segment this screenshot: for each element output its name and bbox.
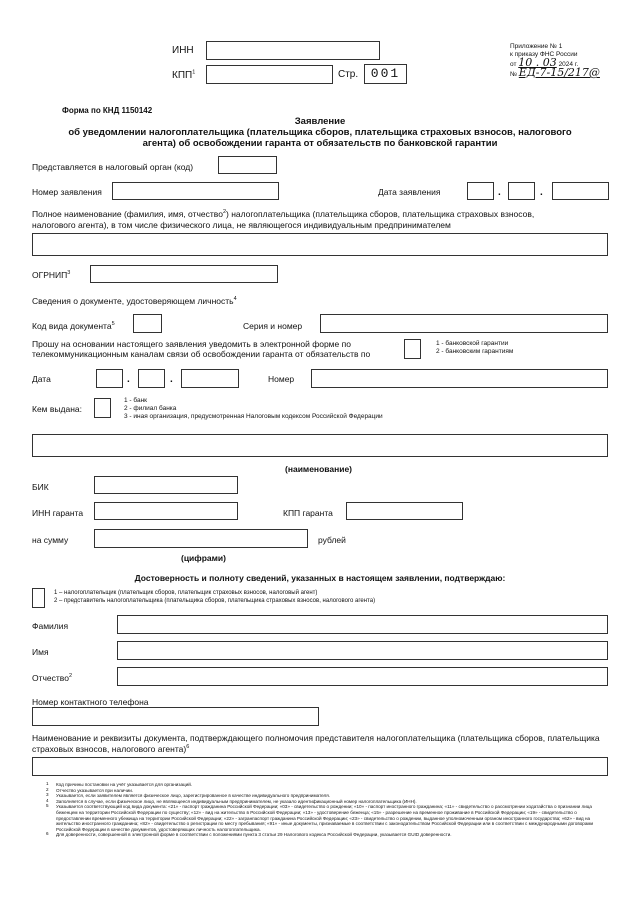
kpp-guarantor-label: КПП гаранта xyxy=(283,508,333,518)
phone-field[interactable] xyxy=(32,707,319,726)
bik-label: БИК xyxy=(32,482,49,492)
signer-option: 1 – налогоплательщик (плательщик сборов, плательщик страховых взносов, налоговый агент) xyxy=(54,590,318,596)
footnotes xyxy=(46,782,612,838)
rep-doc-label: Наименование и реквизиты документа, подтверждающего полномочия представителя налогоплательщика (плательщика сборов, плательщика страховых взносов, налогового агента)$^6$ xyxy=(32,733,600,754)
issuer-option: 1 - банк xyxy=(124,397,148,404)
inn-guarantor-label: ИНН гаранта xyxy=(32,508,84,518)
appendix-no-label: № xyxy=(510,71,517,78)
knd-code: Форма по КНД 1150142 xyxy=(62,106,153,115)
patronymic-field[interactable] xyxy=(117,667,608,686)
date-month-field[interactable] xyxy=(138,369,165,388)
signer-options xyxy=(54,589,375,605)
kpp-field[interactable] xyxy=(206,65,333,84)
phone-label: Номер контактного телефона xyxy=(32,697,149,707)
app-number-label: Номер заявления xyxy=(32,187,102,197)
footnote-ref: 1 xyxy=(192,69,196,76)
page-number-field: 001 xyxy=(364,64,407,84)
footnote-number: 5 xyxy=(46,803,49,809)
issuer-option: 2 - филиал банка xyxy=(124,405,177,412)
ogrnip-label: ОГРНИП$^3$ xyxy=(32,270,71,280)
date-separator: . xyxy=(540,187,543,198)
name-field[interactable] xyxy=(117,641,608,660)
patronymic-label: Отчество$^2$ xyxy=(32,673,73,683)
date-separator: . xyxy=(127,374,130,385)
issued-by-label: Кем выдана: xyxy=(32,404,82,414)
doc-code-label: Код вида документа$^5$ xyxy=(32,321,115,331)
request-label: Прошу на основании настоящего заявления уведомить в электронной форме по телекоммуникационным каналам связи об освобождении гаранта от обязательств по xyxy=(32,339,371,359)
footnote-number: 4 xyxy=(46,797,49,803)
issuer-option: 3 - иная организация, предусмотренная Налоговым кодексом Российской Федерации xyxy=(124,413,383,420)
form-title-block xyxy=(20,116,620,149)
series-number-field[interactable] xyxy=(320,314,608,333)
footnote-number: 6 xyxy=(46,831,49,837)
issuer-type-field[interactable] xyxy=(94,398,111,418)
form-subtitle: агента) об освобождении гаранта от обязательств по банковской гарантии xyxy=(142,138,498,149)
footnote-number: 1 xyxy=(46,781,49,786)
bik-field[interactable] xyxy=(94,476,238,494)
sum-field[interactable] xyxy=(94,529,308,548)
sum-caption: (цифрами) xyxy=(181,553,226,563)
footnote-text: Указывается соответствующий код вида документа: «21» - паспорт гражданина Российской Федерации; «03» - свидетельство о рождении; «10» - паспорт иностранного гражданина; «11» - свидетельство о рассмотрении ходатайства о признании лица беженцем на территории Российской Федерации по существу; «12» - вид на жительство в Российской Федерации; «13» - удостоверение беженца; «15» - разрешение на временное проживание в Российской Федерации; «19» - свидетельство о предоставлении временного убежища на территории Российской Федерации; «22» - загранпаспорт гражданина Российской Федерации; «23» - свидетельство о рождении, выданное уполномоченным органом иностранного государства; «62» - вид на жительство иностранного гражданина; «82» - свидетельство о регистрации по месту пребывания; «91» - иные документы, признаваемые в соответствии с законодательством Российской Федерации или в соответствии с международными договорами Российской Федерации в качестве документов, удостоверяющих личность налогоплательщика. xyxy=(56,804,594,832)
rubles-label: рублей xyxy=(318,535,346,545)
kpp-label: КПП$^1$ xyxy=(172,69,196,81)
date-label: Дата xyxy=(32,374,51,384)
appendix-line: к приказу ФНС России xyxy=(510,51,578,58)
issuer-name-field[interactable] xyxy=(32,434,608,457)
appendix-number-line xyxy=(510,66,630,79)
footnote-text: Для доверенности, совершенной в электронной форме в соответствии с положениями пункта 3 статьи 29 Налогового кодекса Российской Федерации, указывается GUID доверенности. xyxy=(56,832,452,838)
appendix-handwritten-number: ЕД-7-15/217@ xyxy=(518,66,600,79)
guarantee-options xyxy=(436,340,513,356)
name-label: Имя xyxy=(32,647,49,657)
date-separator: . xyxy=(170,374,173,385)
issuer-name-caption: (наименование) xyxy=(285,464,353,474)
inn-label: ИНН xyxy=(172,45,194,56)
date-day-field[interactable] xyxy=(96,369,123,388)
series-number-label: Серия и номер xyxy=(243,321,303,331)
footnote-text: Заполняется в случае, если физическое лицо, не являющееся индивидуальным предпринимателем, не указало идентификационный номер налогоплательщика (ИНН). xyxy=(56,798,417,804)
guarantee-type-field[interactable] xyxy=(404,339,421,359)
footnote-text: Указывается, если заявителем является физическое лицо, зарегистрированное в качестве индивидуального предпринимателя. xyxy=(56,793,330,799)
inn-guarantor-field[interactable] xyxy=(94,502,238,520)
surname-field[interactable] xyxy=(117,615,608,634)
guarantee-option: 1 - банковской гарантии xyxy=(436,340,509,347)
app-date-day-field[interactable] xyxy=(467,182,494,200)
number-label: Номер xyxy=(268,374,295,384)
app-number-field[interactable] xyxy=(112,182,279,200)
rep-doc-field[interactable] xyxy=(32,757,608,776)
surname-label: Фамилия xyxy=(32,621,69,631)
tax-authority-code-field[interactable] xyxy=(218,156,277,174)
form-subtitle: об уведомлении налогоплательщика (плательщика сборов, плательщика страховых взносов, налогового xyxy=(68,127,572,138)
app-date-year-field[interactable] xyxy=(552,182,609,200)
app-date-label: Дата заявления xyxy=(378,187,441,197)
footnote-item xyxy=(46,804,612,832)
issuer-options xyxy=(124,397,383,421)
doc-info-label: Сведения о документе, удостоверяющем личность$^4$ xyxy=(32,296,237,306)
footnote-text: Отчество указывается при наличии. xyxy=(56,787,134,793)
full-name-label: Полное наименование (фамилия, имя, отчество$^2$) налогоплательщика (плательщика сборов, плательщика страховых взносов, налогового агента), в том числе физического лица, не являющегося индивидуальным предпринимателем xyxy=(32,209,535,230)
appendix-line: Приложение № 1 xyxy=(510,43,563,50)
footnote-text: Код причины постановки на учёт указывается для организаций. xyxy=(56,782,193,787)
inn-field[interactable] xyxy=(206,41,380,60)
appendix-handwritten-date: 10 . 03 xyxy=(518,56,557,69)
doc-code-field[interactable] xyxy=(133,314,162,333)
full-name-field[interactable] xyxy=(32,233,608,256)
appendix-block xyxy=(510,43,630,79)
page-label: Стр. xyxy=(338,69,359,80)
footnote-number: 3 xyxy=(46,792,49,798)
date-separator: . xyxy=(498,187,501,198)
confirm-heading: Достоверность и полноту сведений, указанных в настоящем заявлении, подтверждаю: xyxy=(134,573,506,583)
footnote-item xyxy=(46,832,612,838)
ogrnip-field[interactable] xyxy=(90,265,278,283)
sum-label: на сумму xyxy=(32,535,69,545)
appendix-from: от xyxy=(510,61,517,68)
app-date-month-field[interactable] xyxy=(508,182,535,200)
guarantee-option: 2 - банковским гарантиям xyxy=(436,348,514,355)
footnote-number: 2 xyxy=(46,786,49,792)
number-field[interactable] xyxy=(311,369,608,388)
form-title: Заявление xyxy=(294,116,346,127)
kpp-guarantor-field[interactable] xyxy=(346,502,463,520)
signer-option: 2 – представитель налогоплательщика (плательщика сборов, плательщика страховых взносов, налогового агента) xyxy=(54,598,376,604)
date-year-field[interactable] xyxy=(181,369,239,388)
appendix-year: 2024 г. xyxy=(558,61,579,68)
tax-authority-label: Представляется в налоговый орган (код) xyxy=(32,162,194,172)
signer-type-field[interactable] xyxy=(32,588,45,608)
